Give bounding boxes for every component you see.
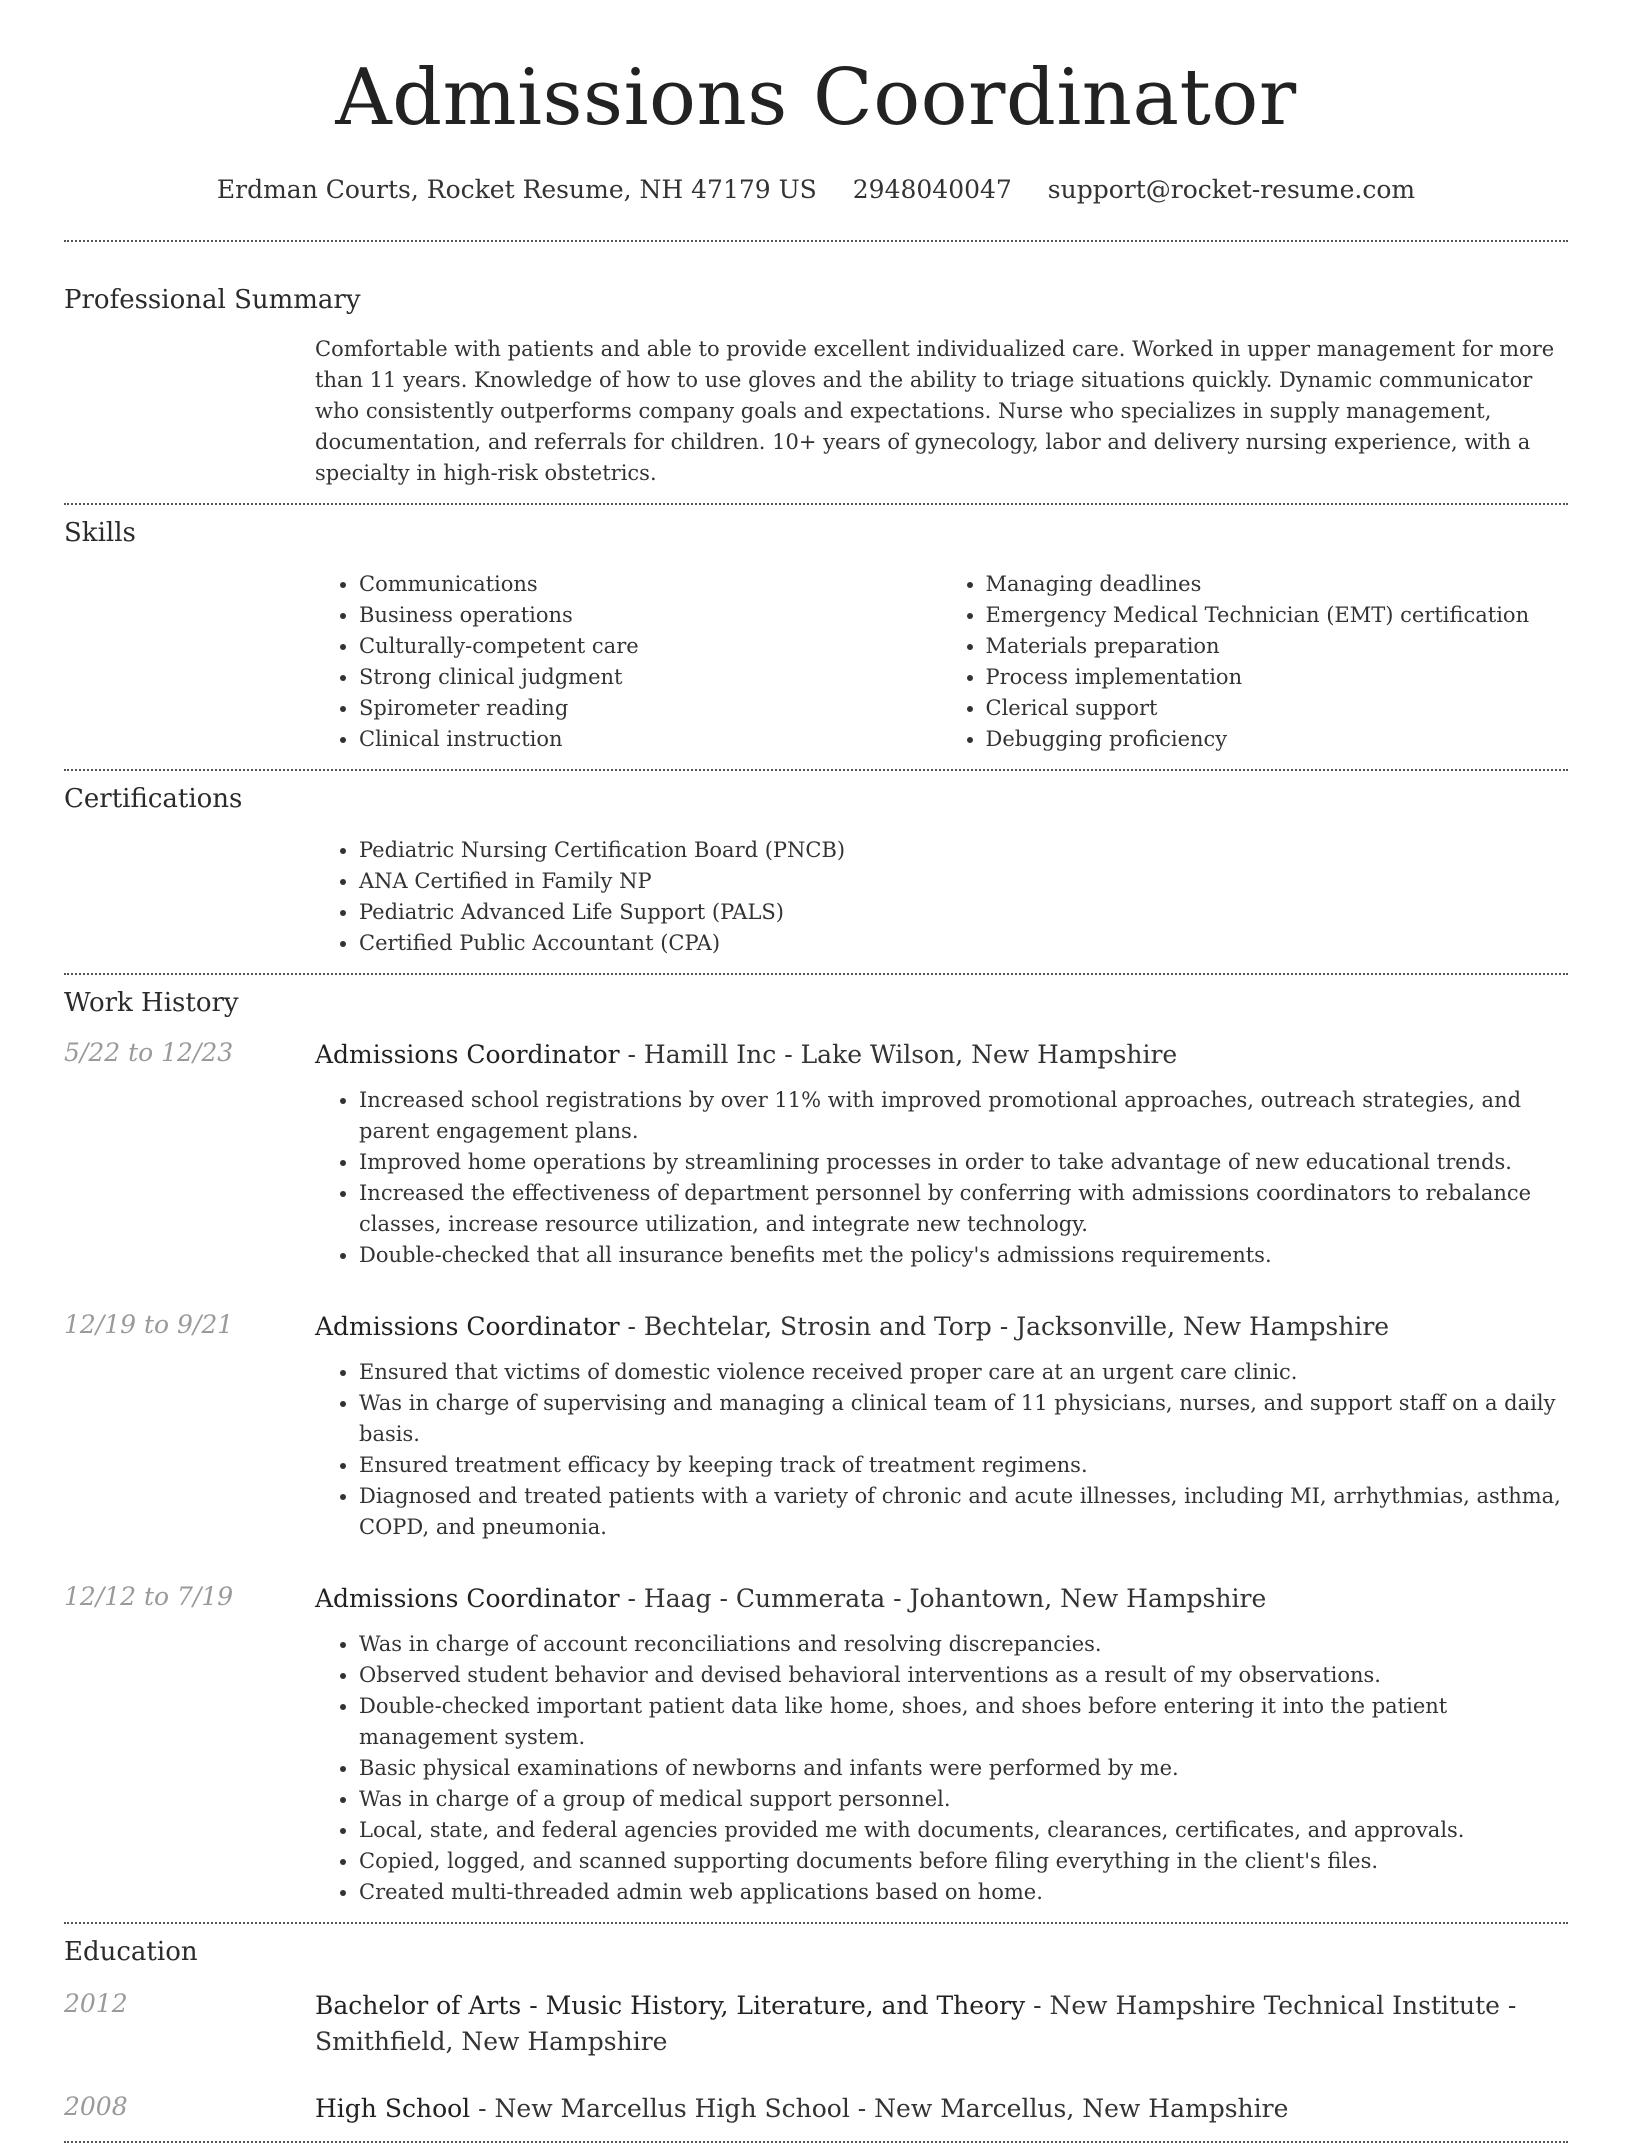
contact-email: support@rocket-resume.com [1047, 175, 1416, 204]
certification-item: • Pediatric Advanced Life Support (PALS) [359, 897, 1568, 928]
job-bullet: • Observed student behavior and devised behavioral interventions as a result of my observations. [359, 1660, 1568, 1691]
job-company-location: - Bechtelar, Strosin and Torp - Jacksonville, New Hampshire [619, 1312, 1390, 1341]
job-bullet: • Double-checked important patient data like home, shoes, and shoes before entering it into the patient management system. [359, 1691, 1568, 1753]
divider [64, 240, 1568, 242]
job-role: Admissions Coordinator [315, 1584, 620, 1613]
contact-line [64, 174, 1568, 206]
certifications-list [315, 835, 1568, 959]
skill-item: • Spirometer reading [359, 693, 942, 724]
job-bullets [315, 1085, 1568, 1271]
job-bullet: • Was in charge of a group of medical support personnel. [359, 1784, 1568, 1815]
job-bullet: • Basic physical examinations of newborns and infants were performed by me. [359, 1753, 1568, 1784]
certification-item: • Pediatric Nursing Certification Board (PNCB) [359, 835, 1568, 866]
job-dates: 12/19 to 9/21 [64, 1310, 234, 1339]
divider [64, 1922, 1568, 1924]
job-entry [64, 1309, 1568, 1543]
skill-item: • Materials preparation [986, 631, 1569, 662]
job-company-location: - Haag - Cummerata - Johantown, New Hampshire [619, 1584, 1267, 1613]
section-title: Professional Summary [64, 285, 361, 315]
section-title: Education [64, 1937, 198, 1967]
education-container [64, 1988, 1568, 2127]
job-bullet: • Increased school registrations by over 11% with improved promotional approaches, outreach strategies, and parent engagement plans. [359, 1085, 1568, 1147]
job-bullet: • Double-checked that all insurance benefits met the policy's admissions requirements. [359, 1240, 1568, 1271]
work-history-section [64, 987, 1568, 1908]
job-bullet: • Ensured that victims of domestic violence received proper care at an urgent care clinic. [359, 1357, 1568, 1388]
section-title: Work History [64, 988, 239, 1018]
contact-phone: 2948040047 [852, 175, 1012, 204]
education-year: 2008 [64, 2092, 128, 2121]
divider [64, 973, 1568, 975]
skill-item: • Process implementation [986, 662, 1569, 693]
certification-item: • Certified Public Accountant (CPA) [359, 928, 1568, 959]
divider [64, 769, 1568, 771]
job-bullets [315, 1357, 1568, 1543]
job-bullet: • Diagnosed and treated patients with a variety of chronic and acute illnesses, including MI, arrhythmias, asthma, COPD, and pneumonia. [359, 1481, 1568, 1543]
job-dates: 12/12 to 7/19 [64, 1582, 234, 1611]
skill-item: • Business operations [359, 600, 942, 631]
certification-item: • ANA Certified in Family NP [359, 866, 1568, 897]
job-content [315, 1309, 1568, 1543]
resume-page [64, 0, 1568, 2143]
contact-address: Erdman Courts, Rocket Resume, NH 47179 US [216, 175, 817, 204]
education-entry [64, 2091, 1568, 2127]
job-role: Admissions Coordinator [315, 1040, 620, 1069]
job-bullet: • Was in charge of account reconciliations and resolving discrepancies. [359, 1629, 1568, 1660]
divider [64, 503, 1568, 505]
summary-text: Comfortable with patients and able to provide excellent individualized care. Worked in upper management for more than 11 years. Knowledge of how to use gloves and the ability to triage situations quickly. Dynamic communicator who consistently outperforms company goals and expectations. Nurse who specializes in supply management, documentation, and referrals for children. 10+ years of gynecology, labor and delivery nursing experience, with a specialty in high-risk obstetrics. [315, 337, 1555, 485]
education-school-location: - New Hampshire Technical Institute - Smithfield, New Hampshire [315, 1991, 1517, 2056]
job-heading [315, 1309, 1568, 1345]
skills-list-right [942, 569, 1569, 755]
job-heading [315, 1581, 1568, 1617]
skill-item: • Debugging proficiency [986, 724, 1569, 755]
education-year: 2012 [64, 1989, 128, 2018]
education-heading [315, 2091, 1568, 2127]
job-entry [64, 1037, 1568, 1271]
skills-section [64, 517, 1568, 755]
education-degree: High School [315, 2094, 471, 2123]
section-title: Skills [64, 518, 136, 548]
education-heading [315, 1988, 1568, 2060]
section-title: Certifications [64, 784, 243, 814]
job-bullet: • Improved home operations by streamlining processes in order to take advantage of new educational trends. [359, 1147, 1568, 1178]
job-role: Admissions Coordinator [315, 1312, 620, 1341]
job-bullet: • Increased the effectiveness of department personnel by conferring with admissions coordinators to rebalance classes, increase resource utilization, and integrate new technology. [359, 1178, 1568, 1240]
skill-item: • Culturally-competent care [359, 631, 942, 662]
resume-name: Admissions Coordinator [335, 53, 1297, 143]
education-degree: Bachelor of Arts - Music History, Literature, and Theory [315, 1991, 1026, 2020]
job-bullet: • Created multi-threaded admin web applications based on home. [359, 1877, 1568, 1908]
job-heading [315, 1037, 1568, 1073]
job-bullet: • Was in charge of supervising and managing a clinical team of 11 physicians, nurses, and support staff on a daily basis. [359, 1388, 1568, 1450]
skill-item: • Strong clinical judgment [359, 662, 942, 693]
job-bullet: • Copied, logged, and scanned supporting documents before filing everything in the client's files. [359, 1846, 1568, 1877]
job-bullet: • Ensured treatment efficacy by keeping track of treatment regimens. [359, 1450, 1568, 1481]
summary-section [64, 284, 1568, 489]
job-bullets [315, 1629, 1568, 1908]
jobs-container [64, 1037, 1568, 1908]
job-dates: 5/22 to 12/23 [64, 1038, 234, 1067]
skills-list-left [315, 569, 942, 755]
education-school-location: - New Marcellus High School - New Marcellus, New Hampshire [470, 2094, 1289, 2123]
job-content [315, 1581, 1568, 1908]
job-content [315, 1037, 1568, 1271]
job-company-location: - Hamill Inc - Lake Wilson, New Hampshire [619, 1040, 1178, 1069]
skill-item: • Communications [359, 569, 942, 600]
skill-item: • Emergency Medical Technician (EMT) certification [986, 600, 1569, 631]
certifications-section [64, 783, 1568, 959]
skill-item: • Clinical instruction [359, 724, 942, 755]
education-section [64, 1936, 1568, 2127]
job-entry [64, 1581, 1568, 1908]
skill-item: • Clerical support [986, 693, 1569, 724]
job-bullet: • Local, state, and federal agencies provided me with documents, clearances, certificates, and approvals. [359, 1815, 1568, 1846]
education-entry [64, 1988, 1568, 2060]
skill-item: • Managing deadlines [986, 569, 1569, 600]
